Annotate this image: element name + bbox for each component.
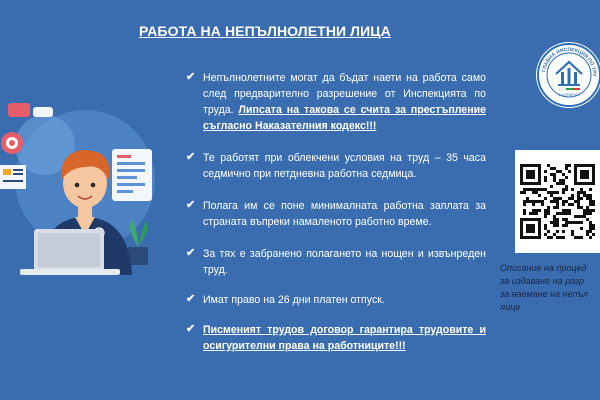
- bullet-permission: [186, 70, 486, 134]
- check-icon: ✔: [186, 71, 196, 83]
- page-title: РАБОТА НА НЕПЪЛНОЛЕТНИ ЛИЦА: [139, 23, 391, 39]
- bullet-night-work: [186, 246, 486, 278]
- logo-icon: [536, 42, 600, 108]
- qr-caption-line: за наемане на непъл: [500, 289, 589, 299]
- bullet-emphasis: Писменият трудов договор гарантира трудовите и осигурителни права на работниците!!!: [203, 324, 486, 352]
- qr-code-icon: [515, 150, 600, 253]
- qr-caption-line: за издаване на разр: [500, 276, 585, 286]
- bullet-text: Имат право на 26 дни платен отпуск.: [203, 294, 385, 306]
- bullet-text: Полага им се поне минималната работна заплата за страната въпреки намаленото работно време.: [203, 200, 486, 228]
- inspection-logo: [536, 42, 600, 108]
- qr-caption: [500, 262, 600, 314]
- bullet-list: [186, 70, 486, 354]
- qr-code[interactable]: [515, 150, 600, 253]
- bullet-wage: [186, 198, 486, 230]
- bullet-text: Те работят при облекчени условия на труд – 35 часа седмично при петдневна работна седмица.: [203, 152, 486, 180]
- logo-ring-text: ГЛАВНА ИНСПЕКЦИЯ ПО ТРУ: [541, 46, 598, 77]
- bullet-leave: [186, 292, 486, 308]
- check-icon: ✔: [186, 293, 196, 305]
- qr-caption-line: Описание на процед: [500, 263, 587, 273]
- bullet-text: За тях е забранено полагането на нощен и извънреден труд.: [203, 248, 486, 276]
- check-icon: ✔: [186, 151, 196, 163]
- bullet-text: Непълнолетните могат да бъдат наети на работа само след предварително разрешение от Инспекцията по труда.: [203, 72, 486, 116]
- worker-illustration: [0, 85, 170, 275]
- bullet-hours: [186, 150, 486, 182]
- check-icon: ✔: [186, 247, 196, 259]
- qr-caption-line: лице: [500, 302, 521, 312]
- logo-bottom-text: БЪЛГАРИЯ: [558, 92, 580, 97]
- check-icon: ✔: [186, 323, 196, 335]
- bullet-contract: [186, 322, 486, 354]
- check-icon: ✔: [186, 199, 196, 211]
- bullet-emphasis: Липсата на такова се счита за престъпление съгласно Наказателния кодекс!!!: [203, 104, 486, 132]
